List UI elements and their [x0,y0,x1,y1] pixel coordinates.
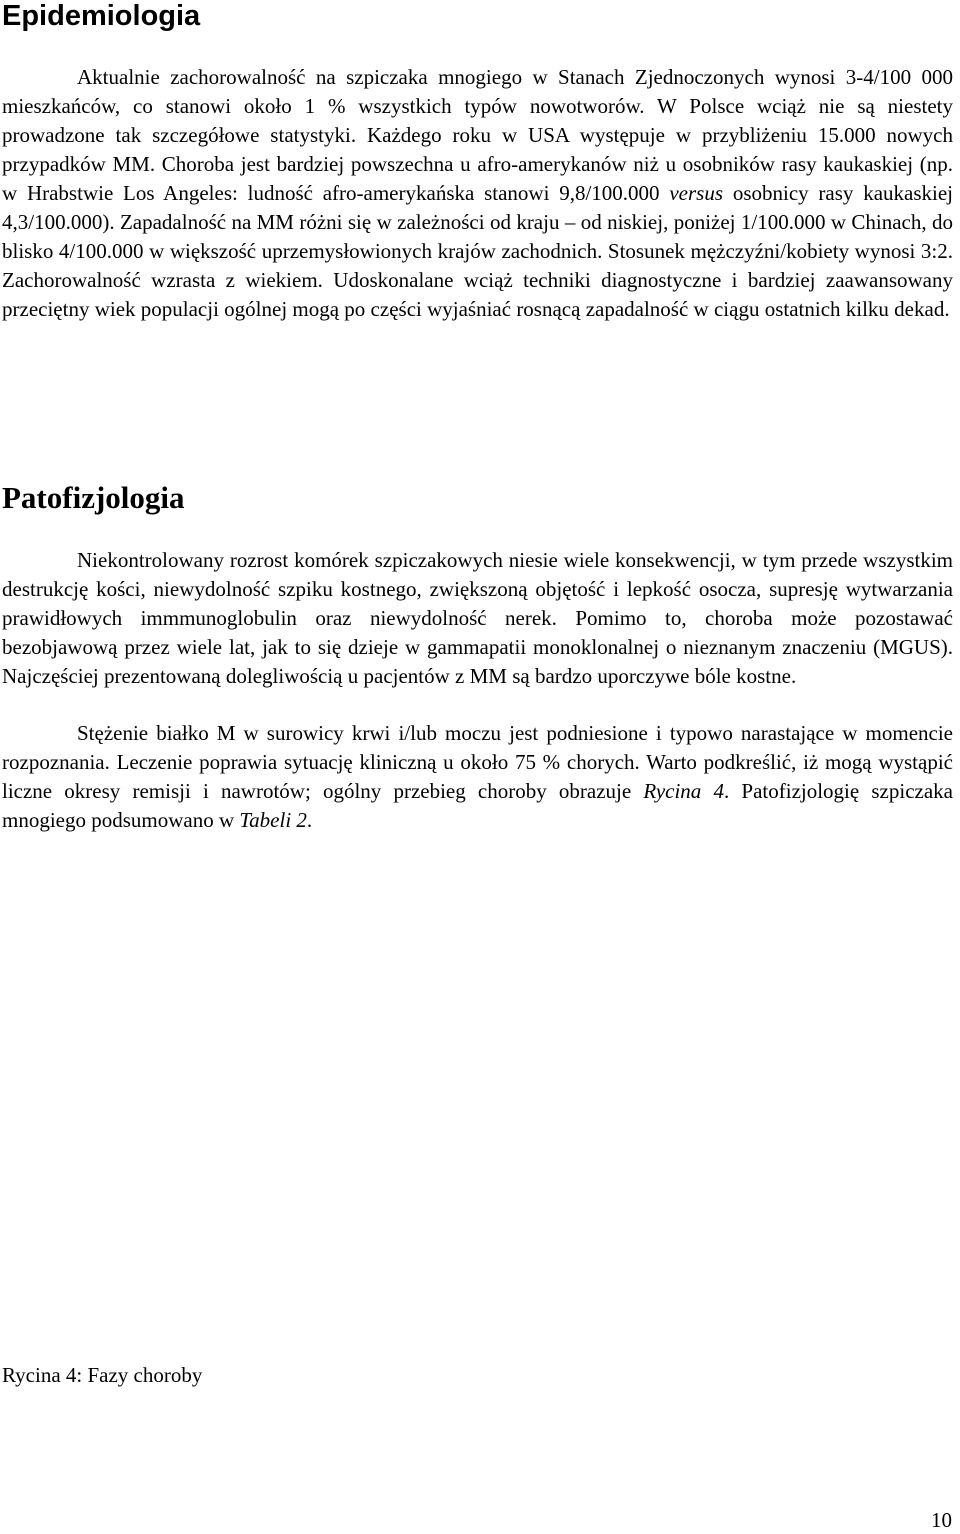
paragraph-text-mid: . Patofizjologię szpiczaka mnogiego podsumowano w [2,779,953,832]
section-heading-patofizjologia: Patofizjologia [2,480,185,515]
paragraph-text-end: . [306,808,313,832]
page-number: 10 [931,1508,952,1532]
paragraph-text-rest: osobnicy rasy kaukaskiej 4,3/100.000). Zapadalność na MM różni się w zależności od kraju – od niskiej, poniżej 1/100.000 w Chinach, do blisko 4/100.000 w większość uprzemysłowionych krajów zachodnich. Stosunek mężczyźni/kobiety wynosi 3:2. Zachorowalność wzrasta z wiekiem. Udoskonalane wciąż techniki diagnostyczne i bardziej zaawansowany przeciętny wiek populacji ogólnej mogą po części wyjaśniać rosnącą zapadalność w ciągu ostatnich kilku dekad. [2,181,954,321]
table-reference: Tabeli 2 [239,808,307,832]
paragraph-epidemiologia [2,63,953,324]
versus-italic: versus [669,181,724,205]
paragraph-patofizjologia-1: Niekontrolowany rozrost komórek szpiczakowych niesie wiele konsekwencji, w tym przede wszystkim destrukcję kości, niewydolność szpiku kostnego, zwiększoną objętość i lepkość osocza, supresję wytwarzania prawidłowych immmunoglobulin oraz niewydolność nerek. Pomimo to, choroba może pozostawać bezobjawową przez wiele lat, jak to się dzieje w gammapatii monoklonalnej o nieznanym znaczeniu (MGUS). Najczęściej prezentowaną dolegliwością u pacjentów z MM są bardzo uporczywe bóle kostne. [2,548,953,688]
section-heading-epidemiologia: Epidemiologia [2,0,201,32]
figure-caption: Rycina 4: Fazy choroby [2,1363,203,1387]
paragraph-text: Stężenie białko M w surowicy krwi i/lub moczu jest podniesione i typowo narastające w momencie rozpoznania. Leczenie poprawia sytuację kliniczną u około 75 % chorych. Warto podkreślić, iż mogą wystąpić liczne okresy remisji i nawrotów; ogólny przebieg choroby obrazuje [2,721,953,803]
paragraph-patofizjologia-2 [2,719,953,835]
figure-reference: Rycina 4 [643,779,724,803]
paragraph-text: Aktualnie zachorowalność na szpiczaka mnogiego w Stanach Zjednoczonych wynosi 3-4/100 000 mieszkańców, co stanowi około 1 % wszystkich typów nowotworów. W Polsce wciąż nie są niestety prowadzone tak szczegółowe statystyki. Każdego roku w USA występuje w przybliżeniu 15.000 nowych przypadków MM. Choroba jest bardziej powszechna u afro-amerykanów niż u osobników rasy kaukaskiej (np. w Hrabstwie Los Angeles: ludność afro-amerykańska stanowi 9,8/100.000 [2,65,953,205]
